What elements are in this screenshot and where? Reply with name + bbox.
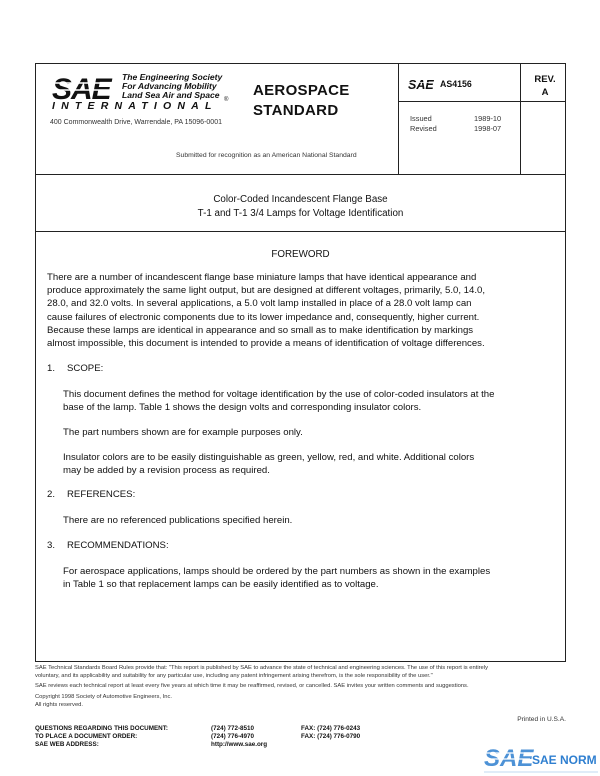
section-paragraph — [63, 565, 490, 591]
watermark-text: SAE NORM — [532, 753, 597, 767]
international-wordmark: INTERNATIONAL — [52, 100, 218, 112]
section-paragraph — [63, 388, 494, 414]
paragraph-line: There are a number of incandescent flange base miniature lamps that have identical appearance and — [47, 272, 477, 283]
section-heading-recommendations — [47, 540, 169, 551]
contact-label: QUESTIONS REGARDING THIS DOCUMENT: — [35, 725, 168, 732]
paragraph-line: produce approximately the same light output, but are designed at different voltages, primarily, 5.0, 14.0, — [47, 285, 486, 297]
foreword-heading: FOREWORD — [271, 249, 330, 260]
rights-reserved: All rights reserved. — [35, 702, 84, 708]
issue-dates — [410, 114, 502, 134]
section-number: 3. — [47, 540, 56, 551]
revision-value: A — [541, 87, 549, 98]
header-divider — [398, 64, 399, 175]
section-number: 2. — [47, 489, 56, 500]
section-paragraph — [63, 514, 292, 527]
contact-fax: FAX: (724) 776-0790 — [301, 733, 361, 740]
header-divider — [520, 64, 521, 175]
footer-policy-line: voluntary, and its applicability and suitability for any particular use, including any patent infringement arising therefrom, is the sole responsibility of the user." — [35, 673, 433, 679]
copyright: Copyright 1998 Society of Automotive Engineers, Inc. — [35, 694, 172, 700]
paragraph-line: may be added by a revision process as required. — [63, 465, 270, 477]
paragraph-line: cause failures of electronic components due to its lower impedance and, consequently, higher current. — [47, 311, 480, 323]
paragraph-line: Because these lamps are identical in appearance and so small as to make identification by markings — [47, 324, 474, 336]
paragraph-line: There are no referenced publications specified herein. — [63, 515, 293, 526]
document-type-line: AEROSPACE — [253, 82, 350, 99]
footer-policy-line: SAE Technical Standards Board Rules provide that: "This report is published by SAE to advance the state of technical and engineering sciences. The use of this report is entirely — [35, 665, 488, 671]
section-paragraph — [63, 451, 474, 477]
paragraph-line: 28.0, and 32.0 volts. In several applications, a 5.0 volt lamp installed in place of a 28.0 volt lamp can — [47, 298, 472, 310]
section-number: 1. — [47, 363, 56, 374]
header-block — [35, 63, 566, 175]
watermark-logo: SAE — [484, 745, 534, 772]
paragraph-line: base of the lamp. Table 1 shows the design volts and corresponding insulator colors. — [63, 402, 422, 414]
document-type — [253, 81, 350, 121]
paragraph-line: almost impossible, this document is intended to provide a means of identification of voltage differences. — [47, 338, 485, 350]
issued-date: 1989-10 — [474, 114, 502, 123]
revised-label: Revised — [410, 124, 437, 133]
section-heading-references — [47, 489, 135, 500]
foreword-paragraph — [47, 271, 485, 350]
contact-fax: FAX: (724) 776-0243 — [301, 725, 361, 732]
section-paragraph — [63, 426, 303, 439]
header-divider — [398, 101, 566, 102]
contact-label: TO PLACE A DOCUMENT ORDER: — [35, 733, 138, 740]
sae-logo — [52, 74, 114, 102]
document-body — [35, 232, 566, 662]
address: 400 Commonwealth Drive, Warrendale, PA 15096-0001 — [50, 119, 222, 126]
society-line: Land Sea Air and Space — [122, 90, 220, 101]
paragraph-line: in Table 1 so that replacement lamps can be easily identified as to voltage. — [63, 579, 379, 591]
sae-small-logo — [408, 78, 434, 90]
contact-label: SAE WEB ADDRESS: — [35, 741, 99, 748]
contact-phone: (724) 776-4970 — [211, 733, 255, 740]
contact-phone: (724) 772-8510 — [211, 725, 255, 732]
title-block — [35, 175, 566, 232]
revision-label: REV. — [534, 74, 556, 85]
section-title: RECOMMENDATIONS: — [67, 540, 169, 551]
document-type-line: STANDARD — [253, 102, 339, 119]
sae-small-logo-text: SAE — [408, 78, 434, 90]
revised-date: 1998-07 — [474, 124, 502, 133]
web-address-link[interactable]: http://www.sae.org — [211, 741, 268, 748]
sae-norm-watermark — [482, 742, 600, 776]
document-title-line: T-1 and T-1 3/4 Lamps for Voltage Identification — [197, 207, 404, 219]
society-line: For Advancing Mobility — [122, 81, 217, 92]
document-number: AS4156 — [440, 79, 472, 89]
section-title: REFERENCES: — [67, 489, 136, 500]
registered-mark: ® — [224, 97, 229, 103]
society-line: The Engineering Society — [122, 72, 223, 82]
paragraph-line: This document defines the method for voltage identification by the use of color-coded insulators at the — [63, 389, 495, 400]
paragraph-line: Insulator colors are to be easily distinguishable as green, yellow, red, and white. Additional colors — [63, 452, 475, 463]
paragraph-line: For aerospace applications, lamps should be ordered by the part numbers as shown in the examples — [63, 566, 491, 577]
footer-policy-line: SAE reviews each technical report at least every five years at which time it may be reaffirmed, revised, or cancelled. SAE invites your written comments and suggestions. — [35, 683, 469, 689]
sae-logo-text: SAE — [52, 74, 111, 102]
submitted-note: Submitted for recognition as an American National Standard — [176, 152, 357, 159]
issued-label: Issued — [410, 114, 432, 123]
paragraph-line: The part numbers shown are for example purposes only. — [63, 427, 303, 438]
printed-in: Printed in U.S.A. — [517, 716, 566, 723]
document-title-line: Color-Coded Incandescent Flange Base — [213, 194, 388, 205]
society-tagline — [122, 73, 222, 101]
section-title: SCOPE: — [67, 363, 104, 374]
document-title — [36, 193, 565, 220]
revision-box — [524, 73, 566, 99]
section-heading-scope — [47, 363, 103, 374]
